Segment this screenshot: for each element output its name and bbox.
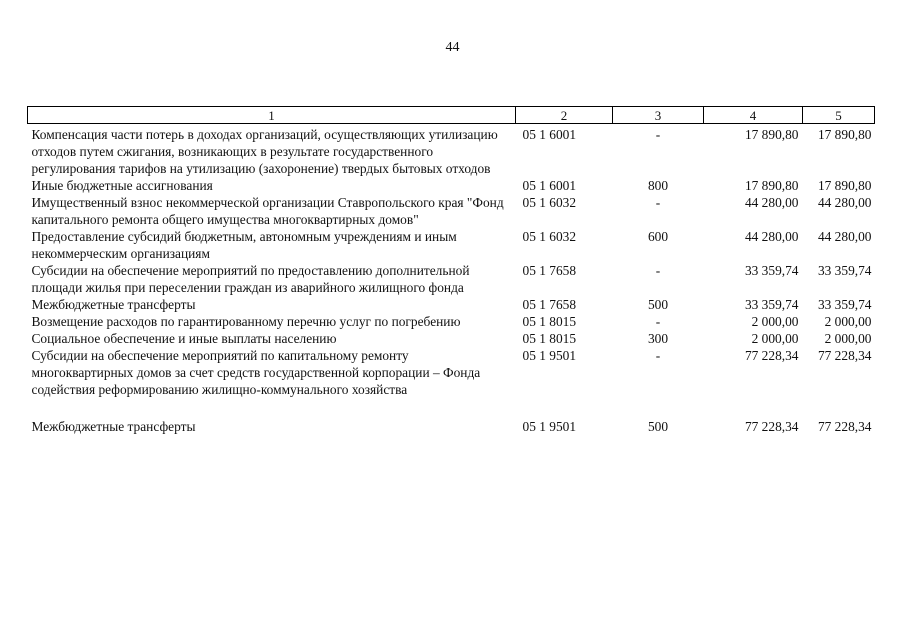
- row-type: 300: [647, 331, 669, 346]
- spacer-row: [28, 398, 875, 418]
- row-value-col5: 33 359,74: [817, 297, 872, 312]
- row-name: Социальное обеспечение и иные выплаты населению: [31, 331, 337, 346]
- row-name: Возмещение расходов по гарантированному перечню услуг по погребению: [31, 314, 461, 329]
- page-number: 44: [445, 40, 460, 55]
- row-name: Имущественный взнос некоммерческой организации Ставропольского края "Фонд капитального ремонта общего имущества многоквартирных домов": [31, 195, 504, 227]
- row-code: 05 1 6032: [522, 195, 577, 210]
- row-value-col5: 17 890,80: [817, 127, 872, 142]
- row-value-col5: 44 280,00: [817, 229, 872, 244]
- row-value-col5: 2 000,00: [824, 331, 872, 346]
- row-value-col4: 33 359,74: [744, 263, 799, 278]
- row-value-col5: 44 280,00: [817, 195, 872, 210]
- table-row: [28, 262, 875, 296]
- column-header-4: 4: [704, 107, 803, 124]
- row-type: -: [655, 348, 661, 363]
- row-type: 500: [647, 419, 669, 434]
- row-value-col4: 17 890,80: [744, 178, 799, 193]
- table-header-row: [28, 107, 875, 124]
- row-value-col5: 77 228,34: [817, 348, 872, 363]
- row-name: Межбюджетные трансферты: [31, 297, 196, 312]
- row-code: 05 1 6001: [522, 127, 577, 142]
- row-name: Иные бюджетные ассигнования: [31, 178, 213, 193]
- row-type: -: [655, 195, 661, 210]
- column-header-5: 5: [803, 107, 875, 124]
- table-row: [28, 194, 875, 228]
- row-value-col4: 17 890,80: [744, 127, 799, 142]
- row-value-col4: 44 280,00: [744, 195, 799, 210]
- row-value-col4: 77 228,34: [744, 419, 799, 434]
- row-type: -: [655, 127, 661, 142]
- row-value-col4: 77 228,34: [744, 348, 799, 363]
- column-header-2: 2: [516, 107, 613, 124]
- column-header-3: 3: [613, 107, 704, 124]
- row-value-col5: 2 000,00: [824, 314, 872, 329]
- table-row: [28, 330, 875, 347]
- row-type: -: [655, 263, 661, 278]
- row-code: 05 1 7658: [522, 297, 577, 312]
- table-row: [28, 313, 875, 330]
- row-value-col5: 17 890,80: [817, 178, 872, 193]
- row-value-col4: 2 000,00: [751, 331, 799, 346]
- row-value-col4: 2 000,00: [751, 314, 799, 329]
- row-code: 05 1 9501: [522, 419, 577, 434]
- row-code: 05 1 8015: [522, 314, 577, 329]
- row-type: 600: [647, 229, 669, 244]
- row-name: Субсидии на обеспечение мероприятий по предоставлению дополнительной площади жилья при переселении граждан из аварийного жилищного фонда: [31, 263, 470, 295]
- budget-table: [27, 106, 875, 435]
- column-header-1: 1: [28, 107, 516, 124]
- row-name: Межбюджетные трансферты: [31, 419, 196, 434]
- row-type: 500: [647, 297, 669, 312]
- table-row: [28, 347, 875, 398]
- row-type: 800: [647, 178, 669, 193]
- row-value-col4: 33 359,74: [744, 297, 799, 312]
- table-row: [28, 228, 875, 262]
- row-code: 05 1 9501: [522, 348, 577, 363]
- row-code: 05 1 6032: [522, 229, 577, 244]
- row-value-col4: 44 280,00: [744, 229, 799, 244]
- table-row: [28, 296, 875, 313]
- row-value-col5: 33 359,74: [817, 263, 872, 278]
- row-value-col5: 77 228,34: [817, 419, 872, 434]
- row-name: Компенсация части потерь в доходах организаций, осуществляющих утилизацию отходов путем сжигания, возникающих в результате государственного регулирования тарифов на утилизацию (захоронение) твердых бытовых отходов: [31, 127, 498, 176]
- table-row: [28, 124, 875, 178]
- row-code: 05 1 7658: [522, 263, 577, 278]
- row-name: Субсидии на обеспечение мероприятий по капитальному ремонту многоквартирных домов за счет средств государственной корпорации – Фонда содействия реформированию жилищно-коммунального хозяйства: [31, 348, 481, 397]
- row-code: 05 1 6001: [522, 178, 577, 193]
- table-row: [28, 177, 875, 194]
- row-code: 05 1 8015: [522, 331, 577, 346]
- row-name: Предоставление субсидий бюджетным, автономным учреждениям и иным некоммерческим организациям: [31, 229, 457, 261]
- table-row: [28, 418, 875, 435]
- row-type: -: [655, 314, 661, 329]
